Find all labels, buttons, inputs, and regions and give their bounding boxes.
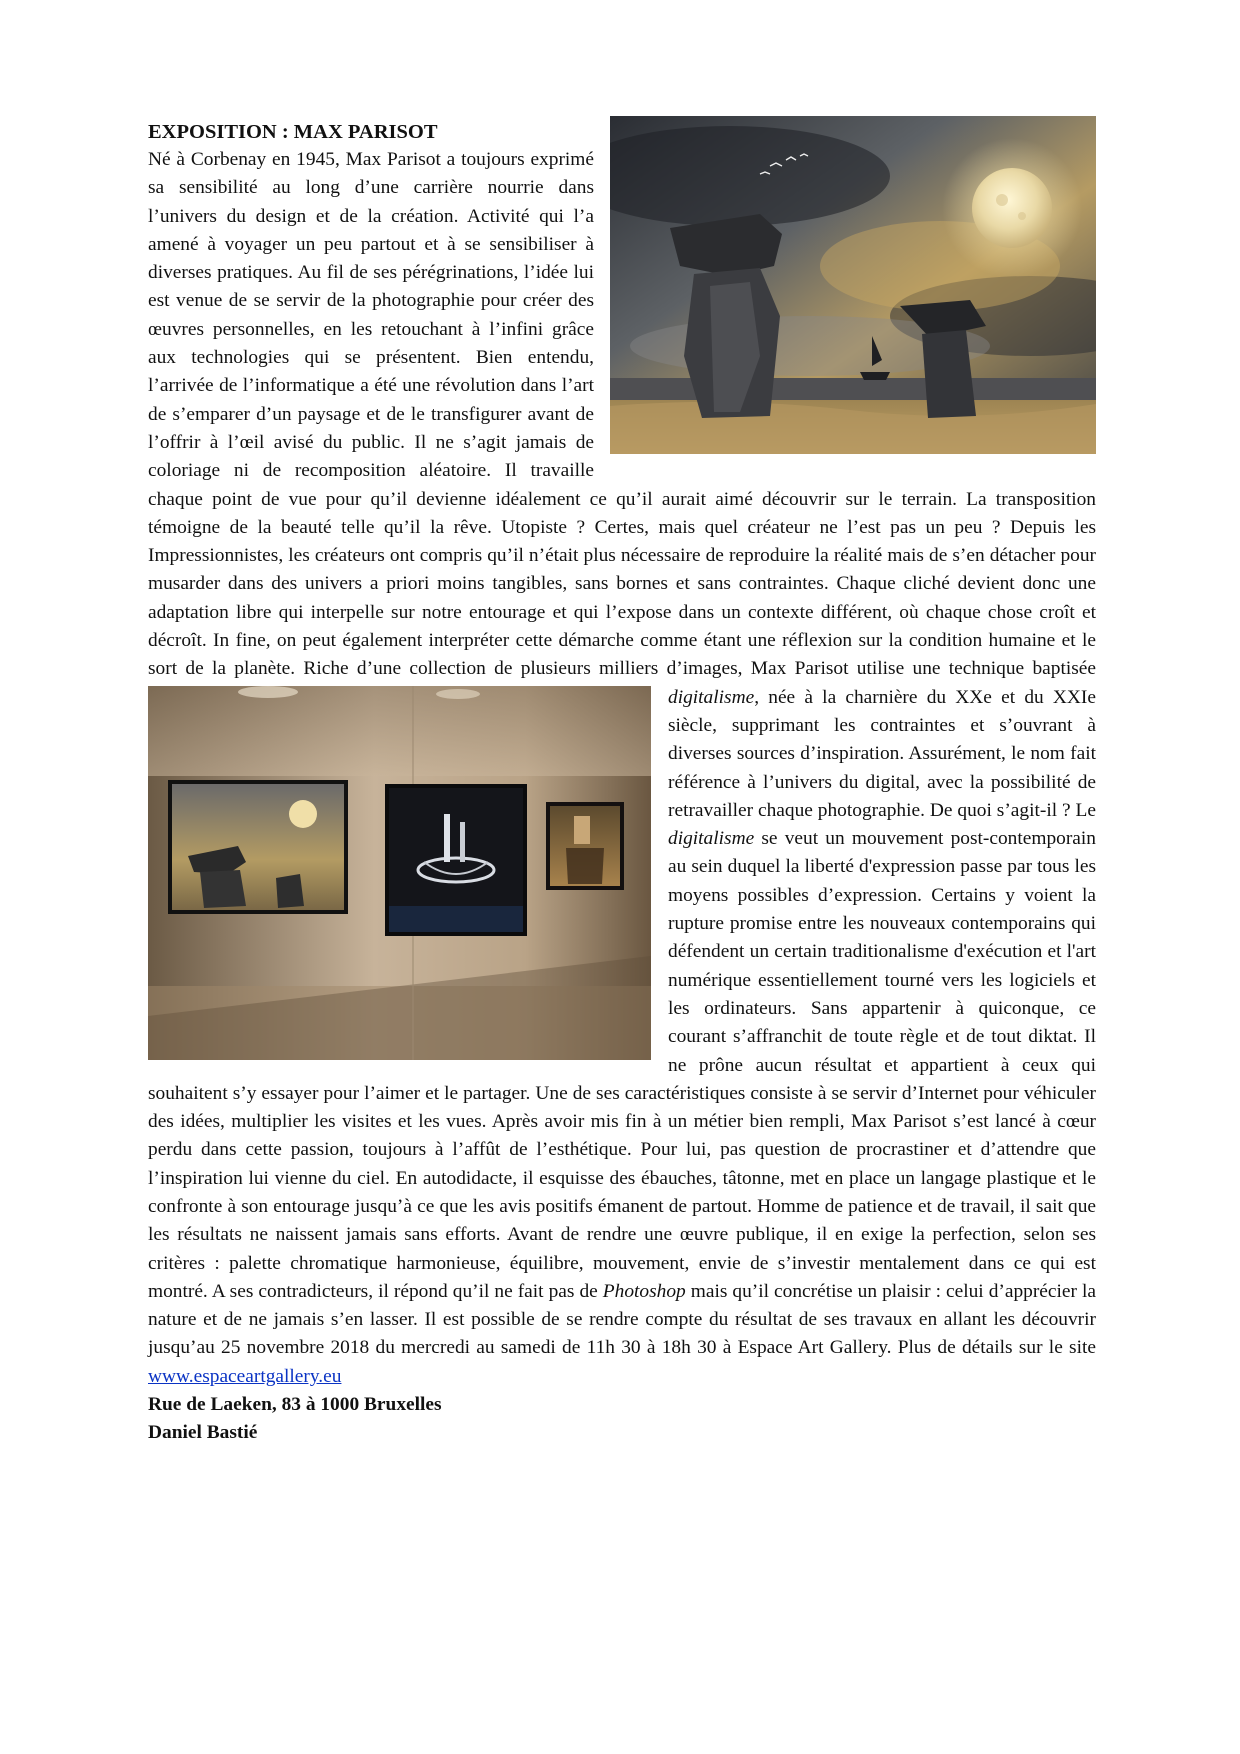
gallery-exhibition-photo — [148, 686, 651, 1060]
gallery-address: Rue de Laeken, 83 à 1000 Bruxelles — [148, 1394, 442, 1416]
article-title: EXPOSITION : MAX PARISOT — [148, 121, 438, 143]
artwork-standing-stones-image — [610, 116, 1096, 454]
article-page — [148, 118, 1096, 1448]
article-text-1: Né à Corbenay en 1945, Max Parisot a toujours exprimé sa sensibilité au long d’une carrière nourrie dans l’univers du design et de la création. Activité qui l’a amené à voyager un peu partout et à se sensibiliser à diverses pratiques. Au fil de ses pérégrinations, l’idée lui est venue de se servir de la photographie pour créer des œuvres personnelles, en les retouchant à l’infini grâce aux technologies qui se présentent. Bien entendu, l’arrivée de l’informatique a été une révolution dans l’art de s’emparer d’un paysage et de le transfigurer avant de l’offrir à l’œil avisé du public. Il ne s’agit jamais de coloriage ni de recomposition aléatoire. Il travaille chaque point de vue pour qu’il devienne idéalement ce qu’il aurait aimé découvrir sur le terrain. La transposition témoigne de la beauté telle qu’il la rêve. Utopiste ? Certes, mais quel créateur ne l’est pas un peu ? Depuis les Impressionnistes, les créateurs ont compris qu’il n’était plus nécessaire de reproduire la réalité mais de s’en détacher pour musarder dans des univers a priori moins tangibles, sans bornes et sans contraintes. Chaque cliché devient donc une adaptation libre qui interpelle sur notre entourage et qui l’expose dans un contexte différent, où chaque chose croît et décroît. In fine, on peut également interpréter cette démarche comme étant une réflexion sur la condition humaine et le sort de la planète. Riche d’une collection de plusieurs milliers d’images, Max Parisot utilise une technique baptisée — [148, 149, 1096, 680]
article-text-2: , née à la charnière du XXe et du XXIe siècle, supprimant les contraintes et s’ouvrant à diverses sources d’inspiration. Assurément, le nom fait référence à l’univers du digital, avec la possibilité de retravailler chaque photographie. De quoi s’agit-il ? Le — [668, 686, 1096, 821]
author-name: Daniel Bastié — [148, 1422, 258, 1444]
article-body — [148, 118, 1096, 1391]
article-term-photoshop: Photoshop — [602, 1280, 686, 1302]
gallery-website-link[interactable]: www.espaceartgallery.eu — [148, 1365, 342, 1387]
article-text-4: mais qu’il concrétise un plaisir : celui d’apprécier la nature et de ne jamais s’en lasser. Il est possible de se rendre compte du résultat de ses travaux en allant les découvrir jusqu’au 25 novembre 2018 du mercredi au samedi de 11h 30 à 18h 30 à Espace Art Gallery. Plus de détails sur le site — [148, 1280, 1096, 1359]
article-term-digitalisme: digitalisme — [668, 686, 755, 708]
article-term-digitalisme-2: digitalisme — [668, 828, 755, 850]
article-text-3: se veut un mouvement post-contemporain au sein duquel la liberté d'expression passe par tous les moyens possibles d’expression. Certains y voient la rupture promise entre les nouveaux contemporains qui défendent un certain traditionalisme d'exécution et l'art numérique essentiellement tourné vers les logiciels et les ordinateurs. Sans appartenir à quiconque, ce courant s’affranchit de toute règle et de tout diktat. Il ne prône aucun résultat et appartient à ceux qui souhaitent s’y essayer pour l’aimer et le partager. Une de ses caractéristiques consiste à se servir d’Internet pour véhiculer des idées, multiplier les visites et les vues. Après avoir mis fin à un métier bien rempli, Max Parisot s’est lancé à cœur perdu dans cette passion, toujours à l’affût de l’esthétique. Pour lui, pas question de procrastiner et d’attendre que l’inspiration lui vienne du ciel. En autodidacte, il esquisse des ébauches, tâtonne, met en place un langage plastique et le confronte à son entourage jusqu’à ce que les avis positifs émanent de partout. Homme de patience et de travail, il sait que les résultats ne naissent jamais sans efforts. Avant de rendre une œuvre publique, il en exige la perfection, selon ses critères : palette chromatique harmonieuse, équilibre, mouvement, envie de s’investir mentalement dans ce qui est montré. A ses contradicteurs, il répond qu’il ne fait pas de — [148, 828, 1096, 1302]
